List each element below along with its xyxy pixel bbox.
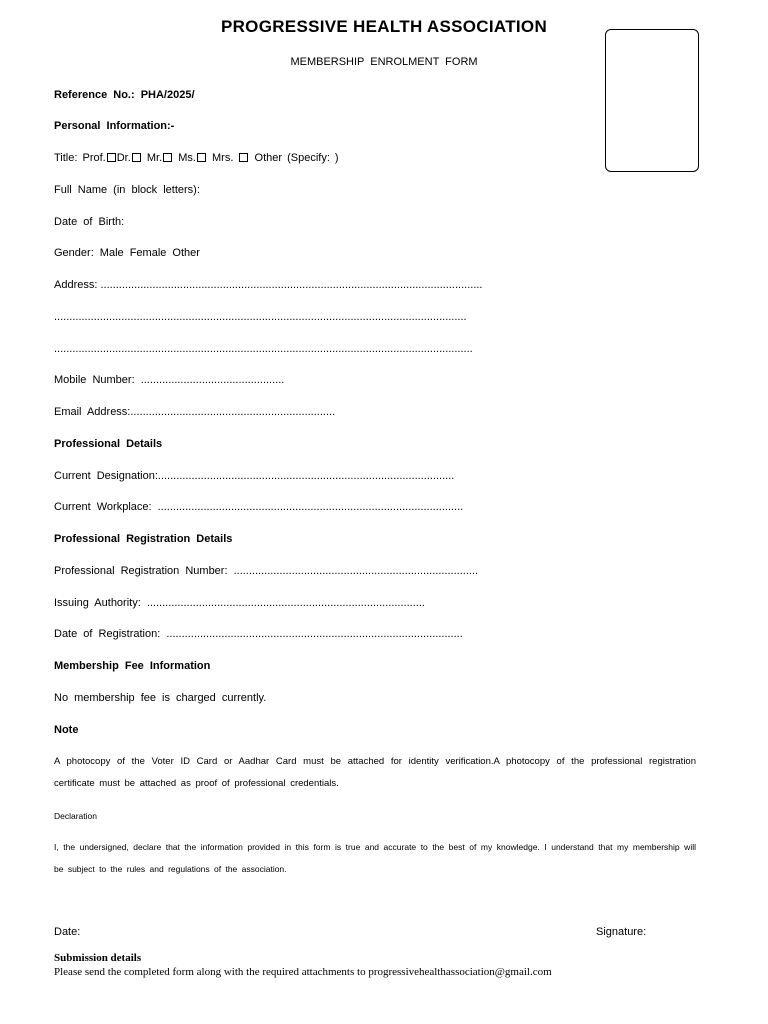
designation-field[interactable]: Current Designation:................................................................................................. bbox=[54, 470, 455, 482]
address-line-1[interactable]: Address: ............................................................................................................................. bbox=[54, 279, 483, 291]
title-ms-label: Ms. bbox=[178, 152, 196, 164]
declaration-text: I, the undersigned, declare that the information provided in this form is true and accurate to the best of my knowledge. I understand that my membership will be subject to the rules and regulations of the association. bbox=[54, 842, 696, 874]
date-label[interactable]: Date: bbox=[54, 926, 81, 938]
registration-heading: Professional Registration Details bbox=[54, 533, 233, 545]
dr-checkbox[interactable] bbox=[132, 153, 141, 162]
form-title: PROGRESSIVE HEALTH ASSOCIATION bbox=[220, 17, 548, 36]
professional-details-heading: Professional Details bbox=[54, 438, 163, 450]
title-dr-label: Dr. bbox=[116, 152, 131, 164]
reference-number: Reference No.: PHA/2025/ bbox=[54, 89, 195, 101]
ms-checkbox[interactable] bbox=[197, 153, 206, 162]
address-line-2[interactable]: ....................................................................................................................................... bbox=[54, 311, 467, 323]
mrs-checkbox[interactable] bbox=[239, 153, 248, 162]
personal-info-heading: Personal Information:- bbox=[54, 120, 175, 132]
prof-checkbox[interactable] bbox=[107, 153, 116, 162]
title-mrs-label: Mrs. bbox=[212, 152, 234, 164]
address-line-3[interactable]: ......................................................................................................................................... bbox=[54, 343, 473, 355]
registration-date-field[interactable]: Date of Registration: ................................................................................................. bbox=[54, 628, 463, 640]
mobile-field[interactable]: Mobile Number: ............................................... bbox=[54, 374, 285, 386]
dob-field[interactable]: Date of Birth: bbox=[54, 216, 125, 228]
title-row bbox=[54, 152, 339, 164]
title-prof-label: Prof. bbox=[82, 152, 106, 164]
mr-checkbox[interactable] bbox=[163, 153, 172, 162]
registration-number-field[interactable]: Professional Registration Number: ................................................................................ bbox=[54, 565, 479, 577]
note-heading: Note bbox=[54, 724, 79, 736]
issuing-authority-field[interactable]: Issuing Authority: ........................................................................................... bbox=[54, 597, 425, 609]
note-text: A photocopy of the Voter ID Card or Aadhar Card must be attached for identity verification.A photocopy of the professional registration certificate must be attached as proof of professional credentials. bbox=[54, 756, 696, 789]
fee-text: No membership fee is charged currently. bbox=[54, 692, 267, 704]
gender-field[interactable]: Gender: Male Female Other bbox=[54, 247, 200, 259]
title-label: Title: bbox=[54, 152, 78, 164]
photo-box bbox=[605, 29, 699, 172]
submission-heading: Submission details bbox=[54, 952, 142, 964]
email-field[interactable]: Email Address:................................................................... bbox=[54, 406, 336, 418]
submission-text: Please send the completed form along with the required attachments to progressivehealthassociation@gmail.com bbox=[54, 966, 552, 978]
form-subtitle: MEMBERSHIP ENROLMENT FORM bbox=[290, 56, 478, 68]
signature-label[interactable]: Signature: bbox=[596, 926, 647, 938]
title-mr-label: Mr. bbox=[146, 152, 163, 164]
full-name-field[interactable]: Full Name (in block letters): bbox=[54, 184, 200, 196]
fee-heading: Membership Fee Information bbox=[54, 660, 211, 672]
declaration-heading: Declaration bbox=[54, 811, 97, 821]
title-other-label: Other (Specify: ) bbox=[254, 152, 339, 164]
workplace-field[interactable]: Current Workplace: .................................................................................................... bbox=[54, 501, 464, 513]
